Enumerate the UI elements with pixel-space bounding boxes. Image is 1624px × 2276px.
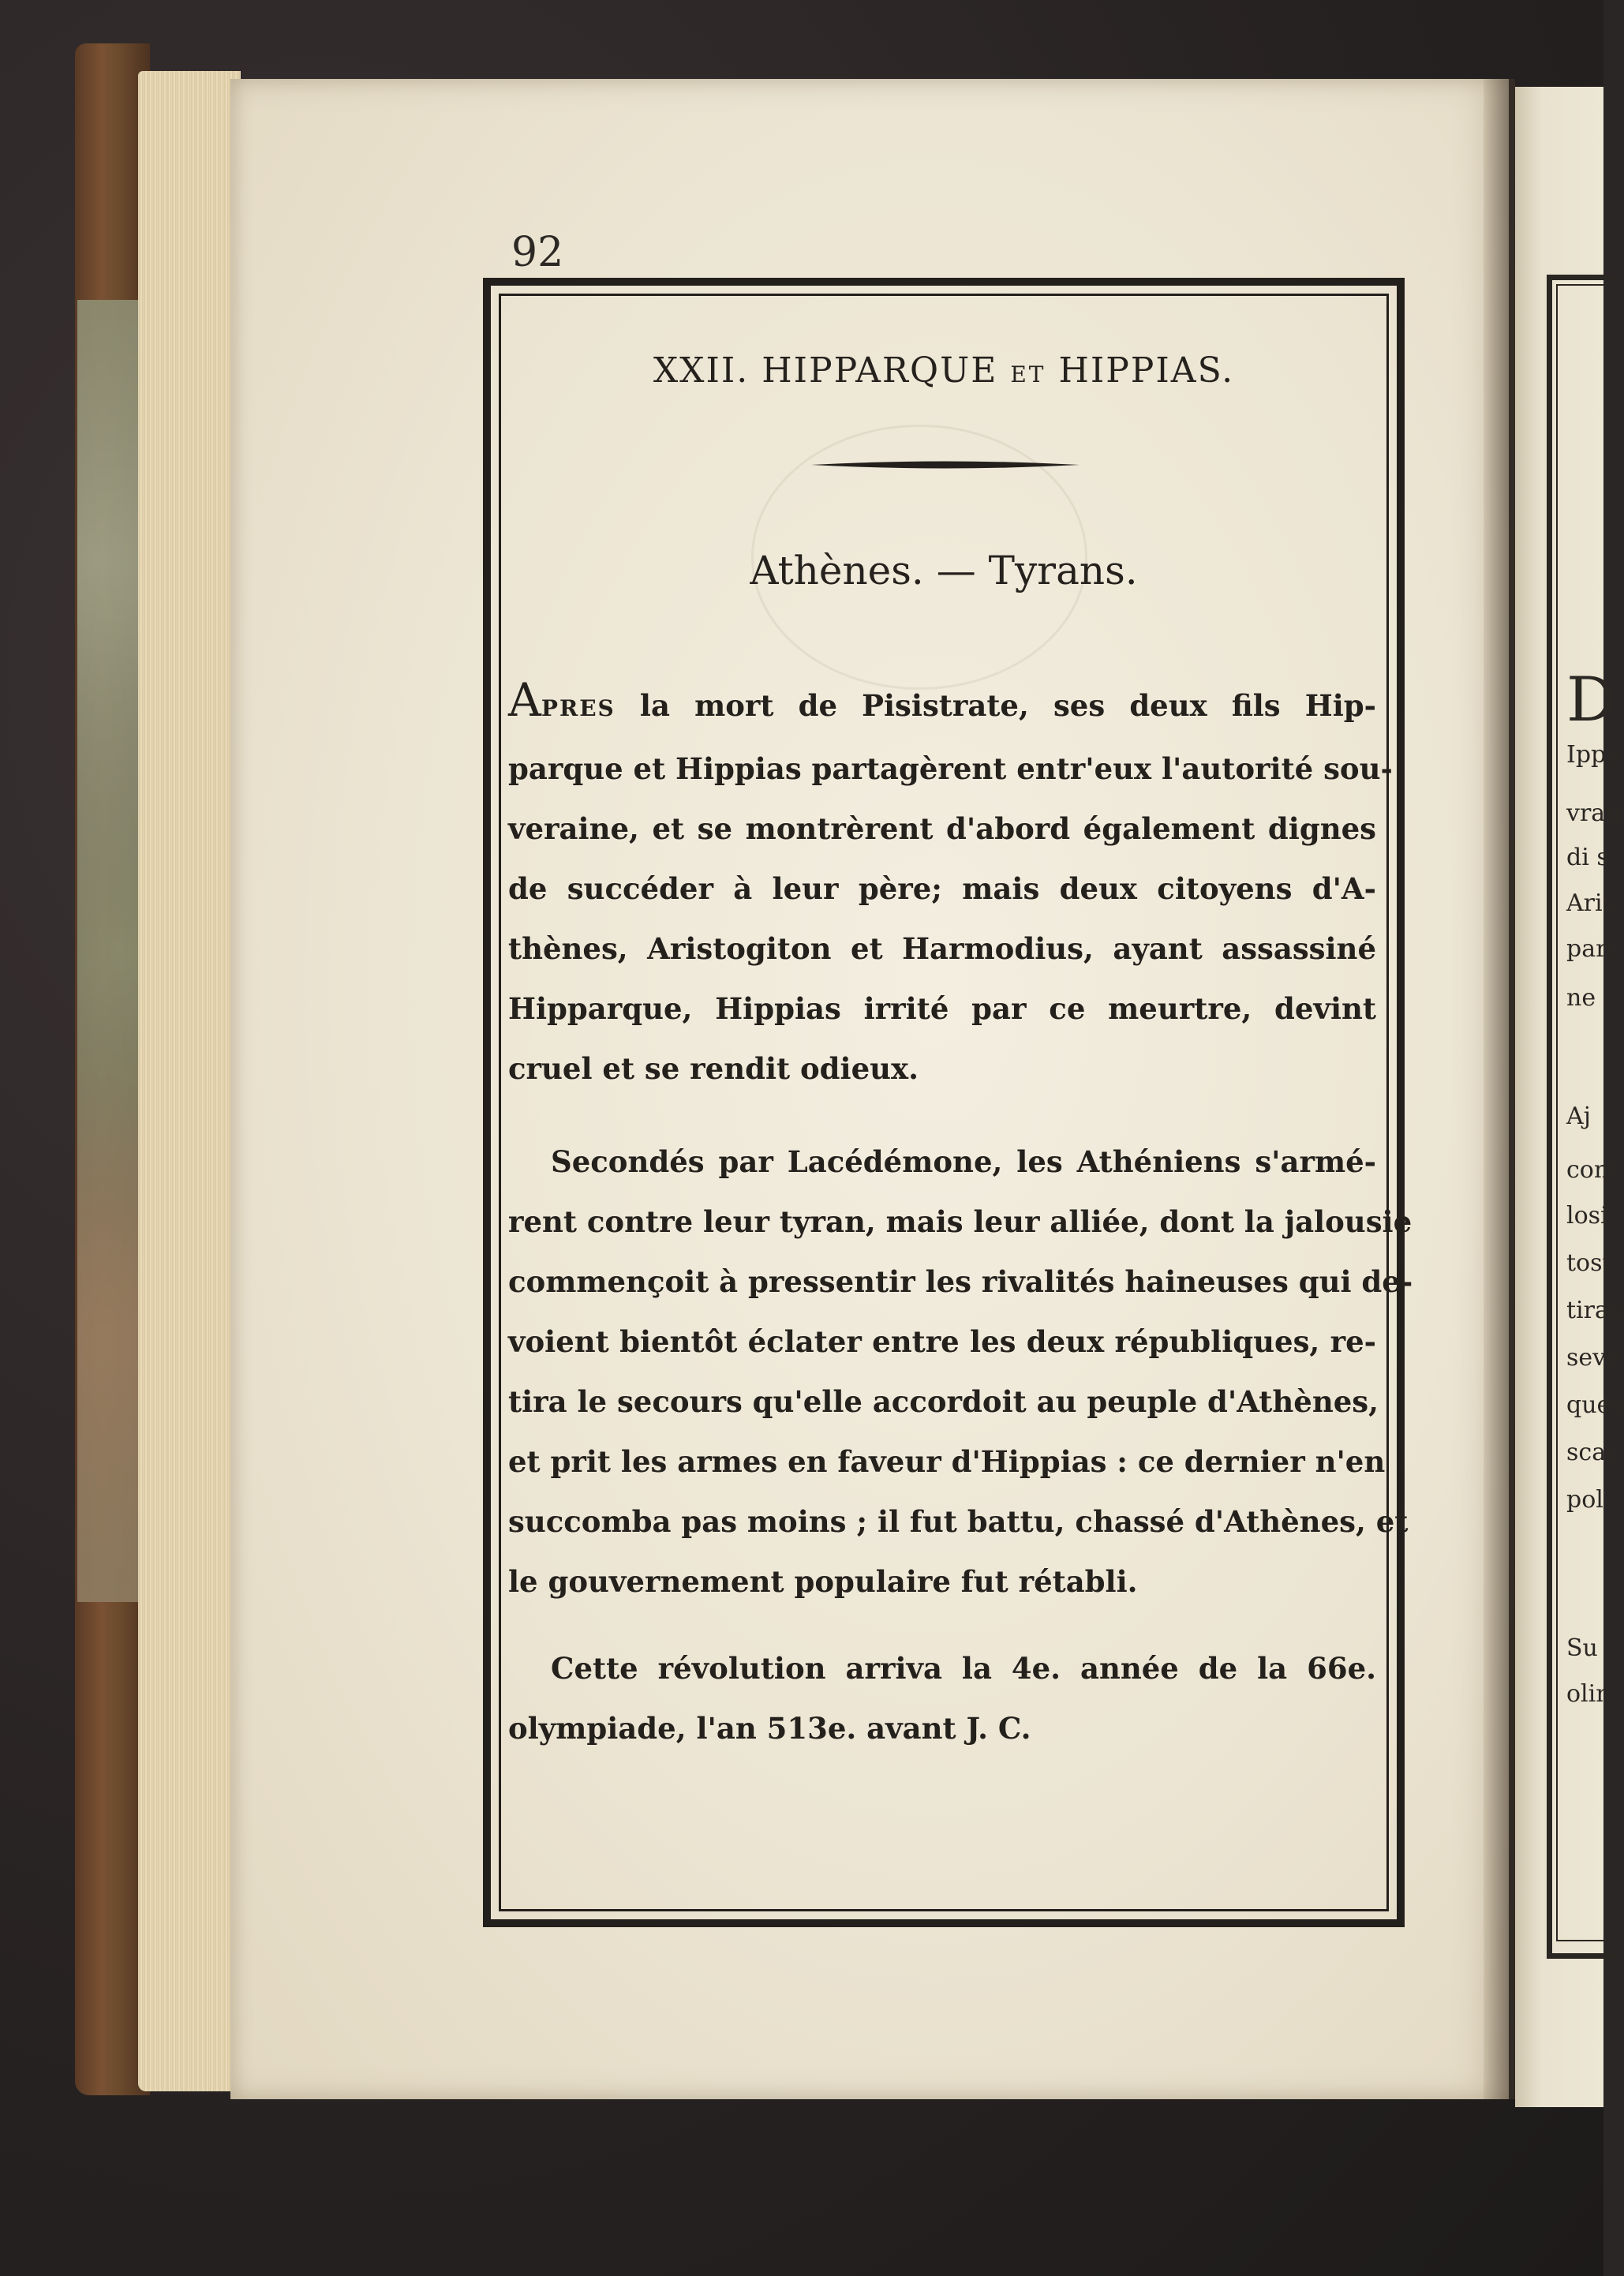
paragraph-2-line-4: voient bientôt éclater entre les deux républiques, re- <box>508 1324 1376 1359</box>
paragraph-1-line-1 <box>508 673 1376 739</box>
paragraph-2-line-1: Secondés par Lacédémone, les Athéniens s'armé- <box>551 1144 1376 1179</box>
facing-page-line: vran <box>1566 799 1621 827</box>
paragraph-1-line-1-text: la mort de Pisistrate, ses deux fils Hip- <box>615 688 1376 723</box>
page-edges <box>138 71 241 2091</box>
facing-page-line: di s <box>1566 844 1609 871</box>
paragraph-2-line-5: tira le secours qu'elle accordoit au peuple d'Athènes, <box>508 1384 1379 1419</box>
paragraph-1-line-5: thènes, Aristogiton et Harmodius, ayant assassiné <box>508 931 1376 966</box>
paragraph-1-line-7: cruel et se rendit odieux. <box>508 1051 919 1086</box>
paragraph-2-line-6: et prit les armes en faveur d'Hippias : ce dernier n'en <box>508 1444 1386 1479</box>
facing-page-line: ques <box>1566 1391 1623 1419</box>
paragraph-1-line-3: veraine, et se montrèrent d'abord également dignes <box>508 811 1376 846</box>
paragraph-3-line-2: olympiade, l'an 513e. avant J. C. <box>508 1711 1031 1746</box>
paragraph-1-line-2: parque et Hippias partagèrent entr'eux l'autorité sou- <box>508 751 1393 786</box>
facing-page-line: Su <box>1566 1634 1598 1662</box>
facing-page-line: tost <box>1566 1249 1612 1277</box>
facing-page-line: scac <box>1566 1439 1619 1466</box>
paragraph-2-line-3: commençoit à pressentir les rivalités haineuses qui de- <box>508 1264 1413 1299</box>
paragraph-3 <box>508 1638 1376 1758</box>
chapter-title-part2: HIPPIAS. <box>1058 350 1235 391</box>
facing-page-line: cont <box>1566 1156 1619 1184</box>
chapter-title-part1: XXII. HIPPARQUE <box>653 350 998 391</box>
subtitle: Athènes. — Tyrans. <box>750 548 1138 593</box>
facing-page-line: tiran <box>1566 1297 1624 1324</box>
paragraph-1-line-6: Hipparque, Hippias irrité par ce meurtre, devint <box>508 991 1376 1026</box>
paragraph-1-line-4: de succéder à leur père; mais deux citoyens d'A- <box>508 871 1376 906</box>
facing-page-line: parc <box>1566 935 1621 963</box>
facing-page-line: Ippa <box>1566 741 1621 769</box>
chapter-title-et: ET <box>1010 361 1046 387</box>
facing-page-text <box>1566 663 1624 1720</box>
paragraph-3-line-1: Cette révolution arriva la 4e. année de la 66e. <box>551 1651 1376 1686</box>
chapter-title <box>499 350 1389 391</box>
dropcap: A <box>508 673 541 727</box>
smallcaps-word: PRES <box>541 695 616 721</box>
paragraph-2-line-2: rent contre leur tyran, mais leur alliée, dont la jalousie <box>508 1204 1413 1239</box>
facing-page-line: Aris <box>1566 889 1615 917</box>
facing-page-line: sevo <box>1566 1344 1621 1372</box>
paragraph-2-line-8: le gouvernement populaire fut rétabli. <box>508 1564 1138 1599</box>
facing-page-dropcap: D <box>1566 664 1616 736</box>
facing-page-line: pol <box>1566 1486 1603 1514</box>
page-number: 92 <box>511 229 564 276</box>
facing-page-line: Aj <box>1566 1102 1591 1130</box>
paragraph-2 <box>508 1132 1413 1612</box>
ornamental-rule <box>811 459 1080 470</box>
facing-page-line: ne , <box>1566 984 1611 1012</box>
paragraph-1 <box>508 673 1393 1099</box>
facing-page-line: losi <box>1566 1202 1608 1230</box>
facing-page-line: olin <box>1566 1680 1611 1708</box>
page-gutter <box>1484 79 1515 2099</box>
paragraph-2-line-7: succomba pas moins ; il fut battu, chassé d'Athènes, et <box>508 1504 1409 1539</box>
marbled-cover <box>77 300 140 1602</box>
